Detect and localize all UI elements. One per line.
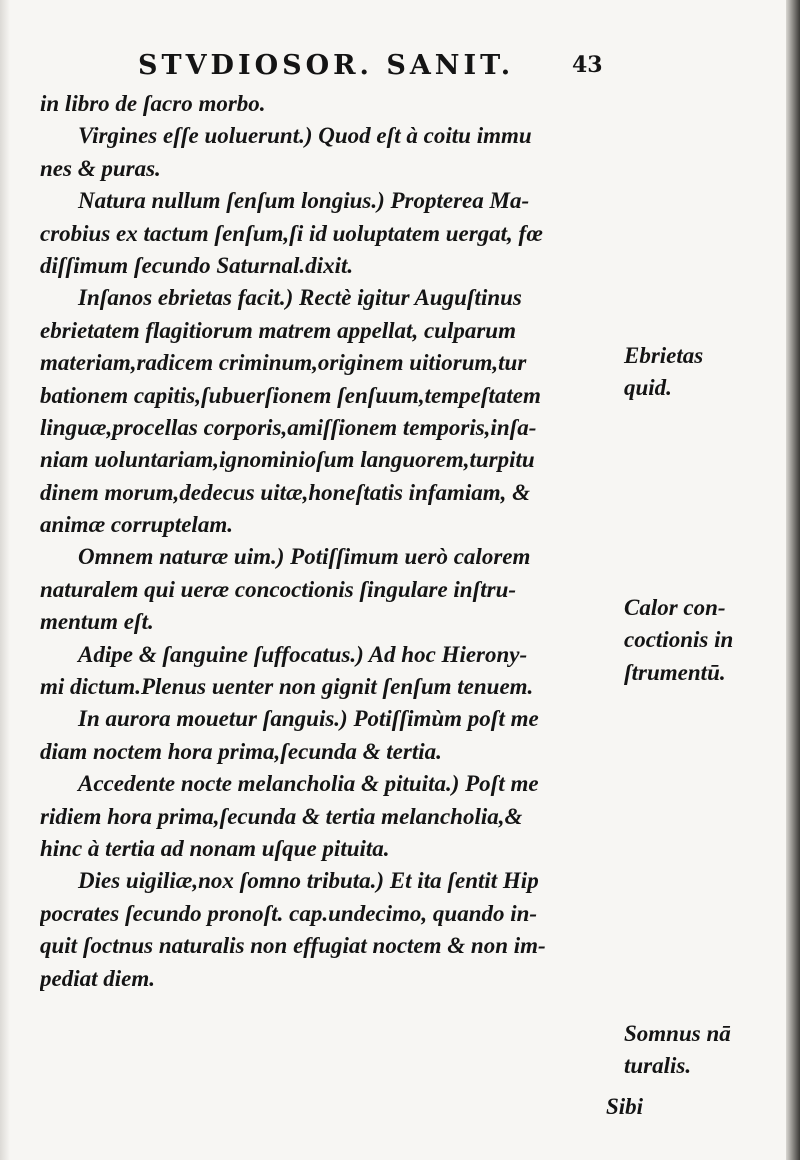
text-line: materiam,radicem criminum,originem uitiorum,tur	[40, 350, 527, 376]
catchword: Sibi	[606, 1094, 644, 1119]
margin-note-line: Somnus nā	[624, 1021, 731, 1046]
text-line: diam noctem hora prima,ſecunda & tertia.	[40, 738, 442, 764]
page-left-edge	[0, 0, 10, 1160]
text-line: ebrietatem flagitiorum matrem appellat, culparum	[40, 317, 516, 343]
margin-note-line: Ebrietas	[624, 343, 704, 368]
margin-note-somnus	[624, 1018, 731, 1083]
text-line: mentum eſt.	[40, 609, 154, 635]
text-line: ridiem hora prima,ſecunda & tertia melancholia,&	[40, 803, 523, 829]
text-line: Virgines eſſe uoluerunt.) Quod eſt à coitu immu	[78, 123, 532, 149]
text-line: Accedente nocte melancholia & pituita.) Poſt me	[78, 771, 539, 797]
text-line: Natura nullum ſenſum longius.) Propterea Ma-	[78, 188, 530, 214]
page-header	[0, 50, 800, 90]
book-spine-shadow	[786, 0, 800, 1160]
margin-note-line: coctionis in	[624, 627, 734, 653]
text-line: hinc à tertia ad nonam uſque pituita.	[40, 835, 390, 861]
margin-note-calor	[624, 592, 733, 689]
margin-note-line: quid.	[624, 375, 672, 401]
text-line: In aurora mouetur ſanguis.) Potiſſimùm poſt me	[78, 706, 539, 732]
text-line: pediat diem.	[40, 965, 155, 991]
text-line: dinem morum,dedecus uitæ,honeſtatis infamiam, &	[40, 479, 531, 505]
text-line: nes & puras.	[40, 155, 161, 181]
margin-note-ebrietas	[624, 340, 703, 405]
text-line: linguæ,procellas corporis,amiſſionem temporis,inſa-	[40, 414, 537, 440]
text-line: Omnem naturæ uim.) Potiſſimum uerò calorem	[78, 544, 531, 570]
text-line: in libro de ſacro morbo.	[40, 91, 266, 116]
text-line: Inſanos ebrietas facit.) Rectè igitur Auguſtinus	[78, 285, 522, 311]
text-line: mi dictum.Plenus uenter non gignit ſenſum tenuem.	[40, 674, 534, 700]
page-number: 43	[572, 52, 603, 78]
text-line: quit ſoctnus naturalis non effugiat noctem & non im-	[40, 933, 546, 959]
body-text	[40, 88, 640, 995]
text-line: niam uoluntariam,ignominioſum languorem,turpitu	[40, 447, 535, 473]
text-line: Dies uigiliæ,nox ſomno tributa.) Et ita ſentit Hip	[78, 868, 539, 894]
margin-note-line: Calor con-	[624, 595, 726, 620]
text-line: naturalem qui ueræ concoctionis ſingulare inſtru-	[40, 576, 517, 602]
running-head: STVDIOSOR. SANIT.	[138, 50, 515, 81]
text-line: diſſimum ſecundo Saturnal.dixit.	[40, 252, 354, 278]
text-line: pocrates ſecundo pronoſt. cap.undecimo, quando in-	[40, 900, 538, 926]
text-line: bationem capitis,ſubuerſionem ſenſuum,tempeſtatem	[40, 382, 541, 408]
text-line: animæ corruptelam.	[40, 512, 233, 538]
margin-note-line: ſtrumentū.	[624, 659, 726, 685]
text-line: Adipe & ſanguine ſuffocatus.) Ad hoc Hierony-	[78, 641, 528, 667]
text-line: crobius ex tactum ſenſum,ſi id uoluptatem uergat, fœ	[40, 220, 543, 246]
margin-note-line: turalis.	[624, 1053, 692, 1079]
